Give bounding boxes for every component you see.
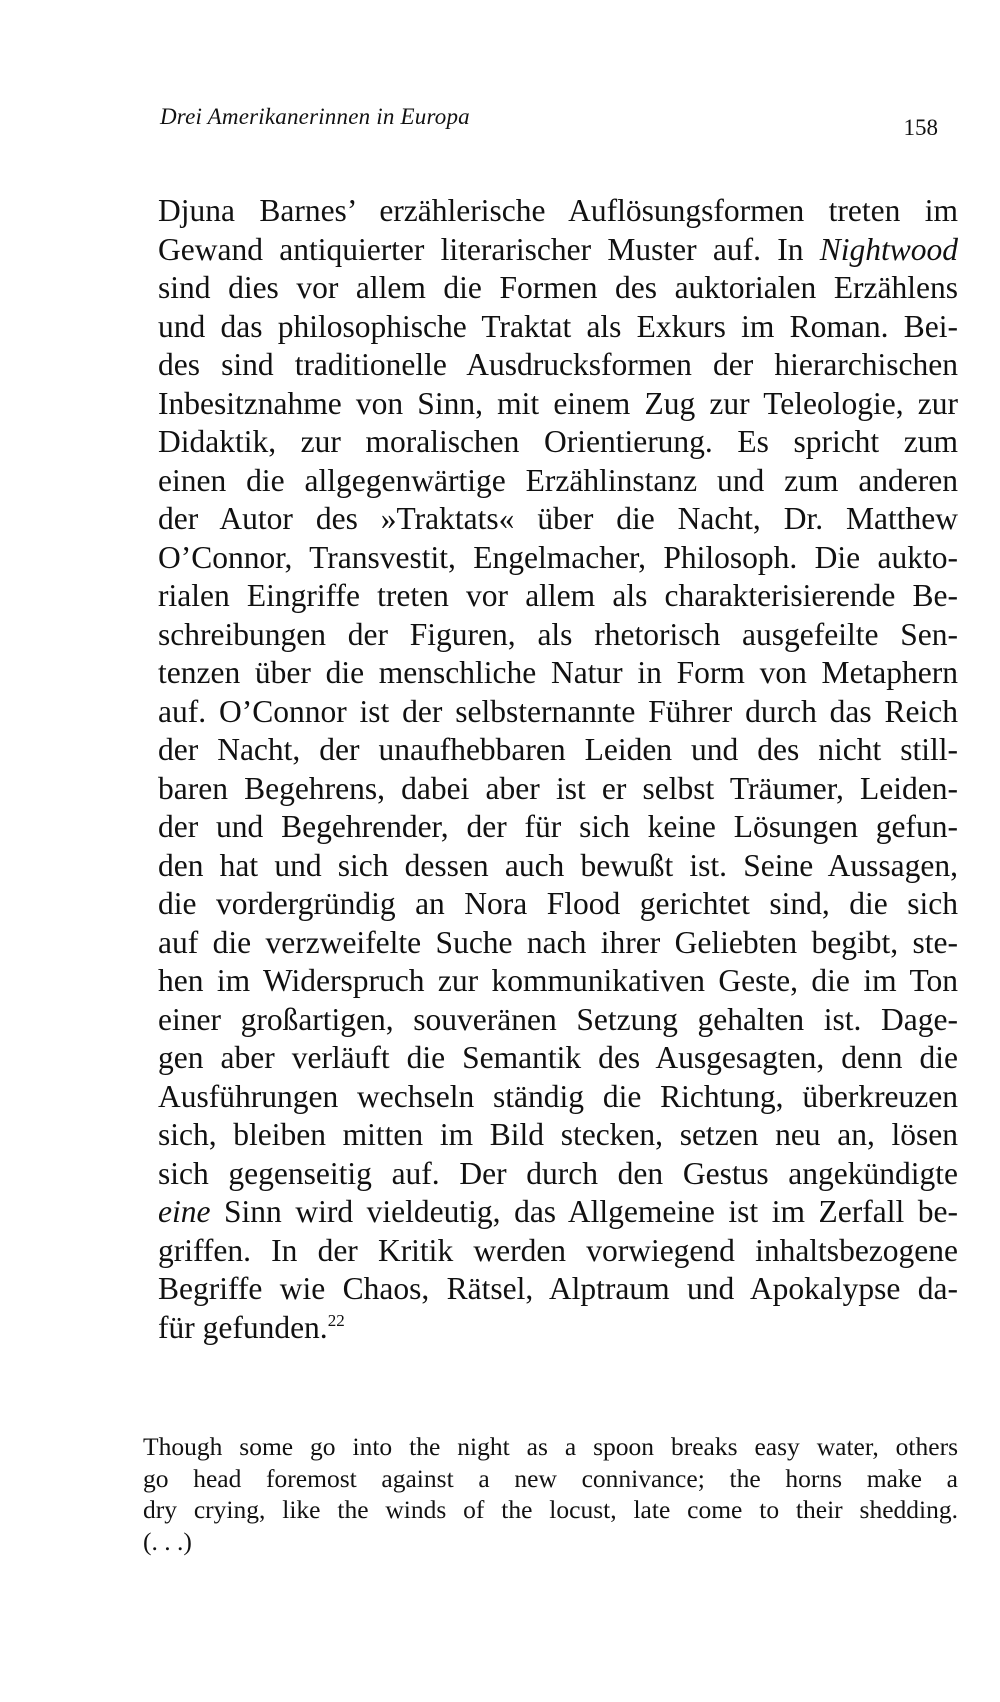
text-line: hen im Widerspruch zur kommunikativen Geste, die im Ton <box>158 963 958 998</box>
text-line: und das philosophische Traktat als Exkurs im Roman. Bei- <box>158 308 958 344</box>
text-line: rialen Eingriffe treten vor allem als charakterisierende Be- <box>158 578 958 613</box>
text-line: der und Begehrender, der für sich keine Lösungen gefun- <box>158 809 958 844</box>
text-line: griffen. In der Kritik werden vorwiegend inhaltsbezogene <box>158 1232 958 1268</box>
text-line: baren Begehrens, dabei aber ist er selbst Träumer, Leiden- <box>158 770 958 806</box>
running-header-title: Drei Amerikanerinnen in Europa <box>160 104 470 129</box>
quote-line: go head foremost against a new connivance; the horns make a <box>143 1463 958 1493</box>
text-line: Djuna Barnes’ erzählerische Auflösungsformen treten im <box>158 193 958 228</box>
text-line: der Nacht, der unaufhebbaren Leiden und des nicht still- <box>158 732 958 767</box>
text-line: den hat und sich dessen auch bewußt ist. Seine Aussagen, <box>158 847 958 883</box>
text-line: die vordergründig an Nora Flood gerichtet sind, die sich <box>158 886 958 921</box>
text-line: des sind traditionelle Ausdrucksformen der hierarchischen <box>158 347 958 382</box>
footnote-reference: 22 <box>327 1310 345 1330</box>
text-line <box>158 1309 958 1348</box>
text-fragment: Sinn wird vieldeutig, das Allgemeine ist im Zerfall be- <box>224 1194 958 1229</box>
quote-line: dry crying, like the winds of the locust, late come to their shedding. <box>143 1495 958 1524</box>
text-line <box>158 1193 958 1232</box>
text-line: O’Connor, Transvestit, Engelmacher, Philosoph. Die aukto- <box>158 539 958 575</box>
quote-ellipsis: (. . .) <box>143 1526 192 1556</box>
book-title-nightwood: Nightwood <box>819 231 958 267</box>
quote-line: Though some go into the night as a spoon breaks easy water, others <box>143 1432 958 1461</box>
text-line <box>158 231 958 270</box>
text-line: sich, bleiben mitten im Bild stecken, setzen neu an, lösen <box>158 1117 958 1152</box>
text-line: einen die allgegenwärtige Erzählinstanz und zum anderen <box>158 462 958 498</box>
text-line: tenzen über die menschliche Natur in Form von Metaphern <box>158 655 958 690</box>
block-quote <box>143 1431 958 1557</box>
page-number: 158 <box>903 115 938 140</box>
text-line: schreibungen der Figuren, als rhetorisch ausgefeilte Sen- <box>158 616 958 652</box>
text-line: Ausführungen wechseln ständig die Richtung, überkreuzen <box>158 1078 958 1114</box>
text-line: Begriffe wie Chaos, Rätsel, Alptraum und Apokalypse da- <box>158 1271 958 1306</box>
emphasis-eine: eine <box>158 1194 211 1229</box>
text-line: auf. O’Connor ist der selbsternannte Führer durch das Reich <box>158 693 958 729</box>
text-line: der Autor des »Traktats« über die Nacht, Dr. Matthew <box>158 501 958 536</box>
text-line: einer großartigen, souveränen Setzung gehalten ist. Dage- <box>158 1001 958 1037</box>
text-line: Didaktik, zur moralischen Orientierung. Es spricht zum <box>158 424 958 459</box>
body-paragraph <box>158 192 958 1347</box>
text-line: auf die verzweifelte Suche nach ihrer Geliebten begibt, ste- <box>158 924 958 960</box>
text-line: sich gegenseitig auf. Der durch den Gestus angekündigte <box>158 1155 958 1191</box>
text-line: Inbesitznahme von Sinn, mit einem Zug zur Teleologie, zur <box>158 385 958 421</box>
text-fragment: für gefunden. <box>158 1309 328 1345</box>
text-line: sind dies vor allem die Formen des auktorialen Erzählens <box>158 270 958 305</box>
text-fragment: Gewand antiquierter literarischer Muster auf. In <box>158 231 804 267</box>
text-line: gen aber verläuft die Semantik des Ausgesagten, denn die <box>158 1040 958 1075</box>
